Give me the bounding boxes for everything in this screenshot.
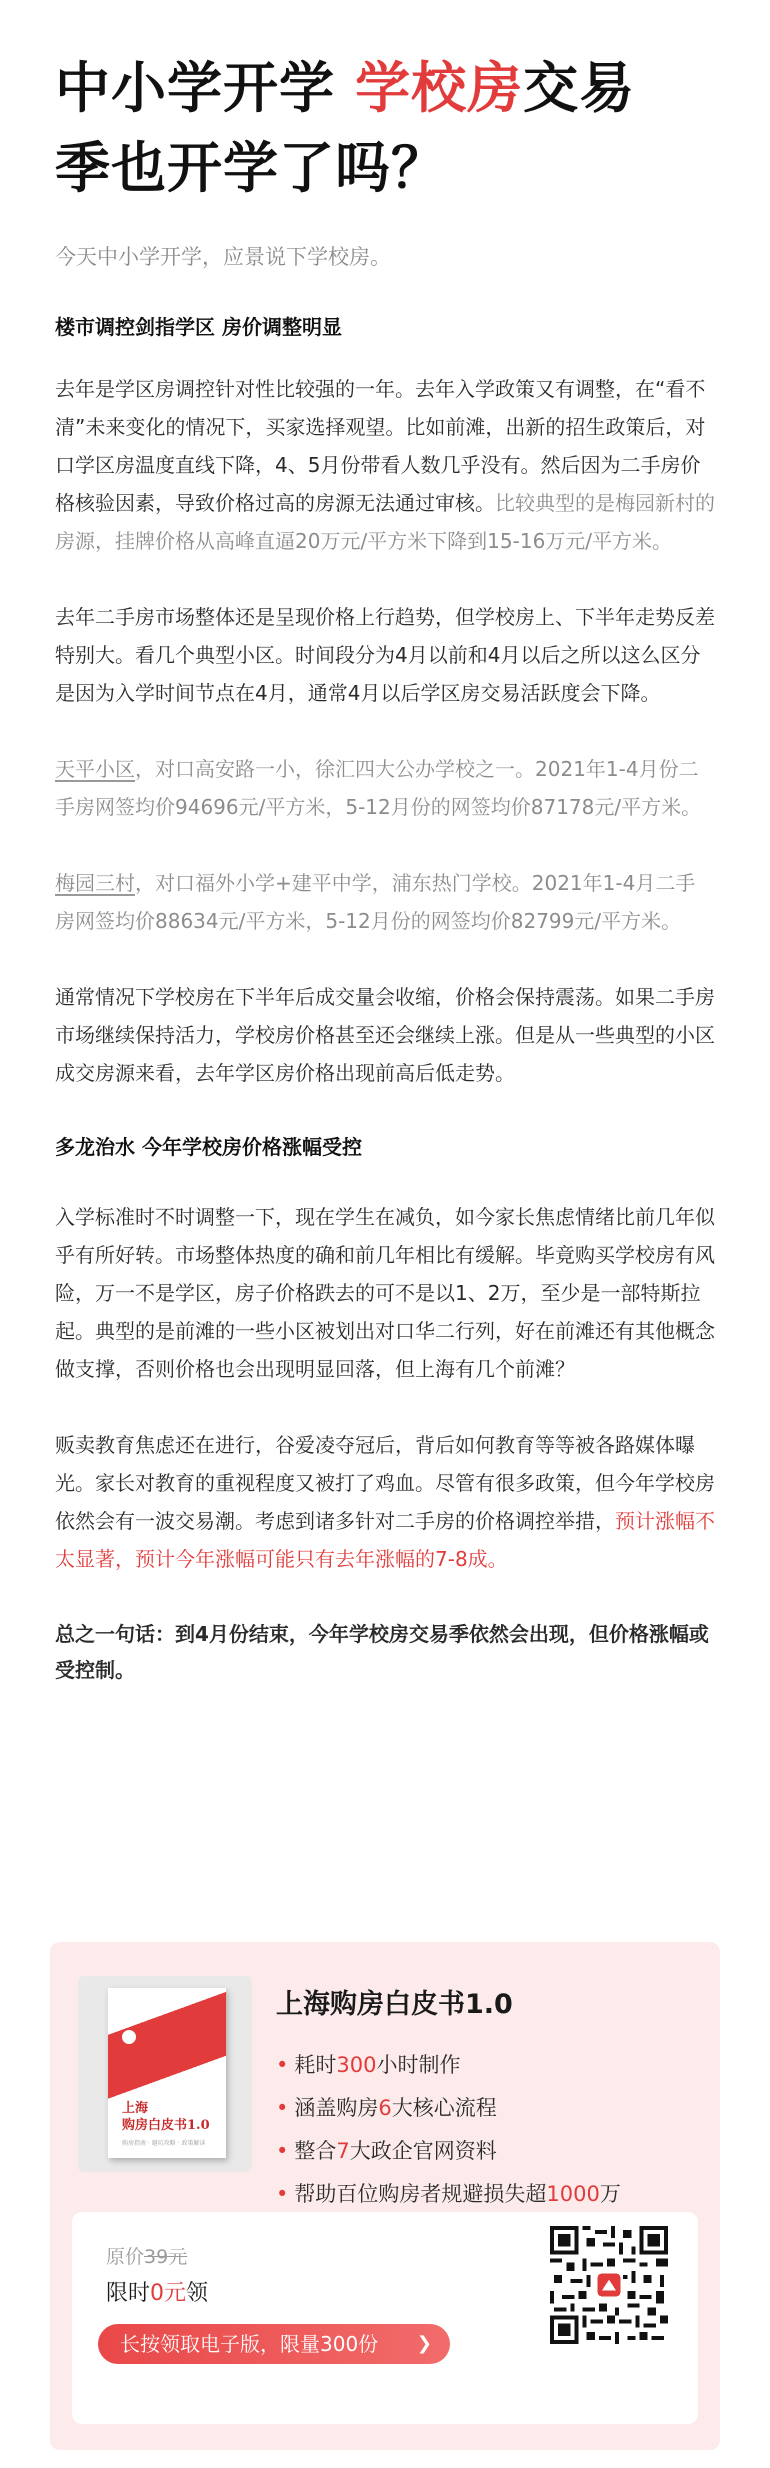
bullet-icon: •	[276, 2139, 289, 2163]
section-heading-1: 楼市调控剑指学区 房价调整明显	[55, 315, 342, 339]
paragraph-4	[55, 864, 715, 940]
original-price-label: 原价	[106, 2246, 145, 2268]
paragraph-text: ，对口高安路一小，徐汇四大公办学校之一。2021年1-4月份二手房网签均价94696元/平方米，5-12月份的网签均价87178元/平方米。	[55, 757, 702, 819]
limited-price	[106, 2276, 208, 2307]
paragraph-3	[55, 750, 715, 826]
bullet-icon: •	[276, 2053, 289, 2077]
book-logo-icon	[120, 2028, 138, 2046]
promo-feature: • 涵盖购房6大核心流程	[276, 2096, 497, 2120]
promo-feature: • 耗时300小时制作	[276, 2053, 461, 2077]
original-price-value: 39元	[144, 2246, 188, 2268]
book-cover-title	[122, 2100, 222, 2134]
book-cover-title-line: 购房白皮书1.0	[122, 2118, 210, 2133]
section-heading-2: 多龙治水 今年学校房价格涨幅受控	[55, 1135, 362, 1159]
limited-price-label: 限时	[106, 2281, 151, 2306]
promo-feature: • 整合7大政企官网资料	[276, 2139, 497, 2163]
summary-paragraph: 总之一句话：到4月份结束，今年学校房交易季依然会出现，但价格涨幅或受控制。	[55, 1622, 709, 1682]
headline-highlight: 学校房	[355, 56, 524, 120]
bullet-icon: •	[276, 2096, 289, 2120]
claim-ebook-label: 长按领取电子版，限量300份	[120, 2332, 379, 2356]
paragraph-red-text: 预计涨幅不太显著，预计今年涨幅可能只有去年涨幅的7-8成。	[55, 1509, 715, 1571]
community-link-tianping[interactable]: 天平小区	[55, 757, 135, 781]
promo-feature-list	[276, 2044, 621, 2216]
paragraph-2: 去年二手房市场整体还是呈现价格上行趋势，但学校房上、下半年走势反差特别大。看几个典型小区。时间段分为4月以前和4月以后之所以这么区分是因为入学时间节点在4月，通常4月以后学区房交易活跃度会下降。	[55, 605, 715, 705]
coupon-panel	[72, 2212, 698, 2424]
limited-price-value: 0元	[150, 2281, 187, 2306]
paragraph-text: 去年是学区房调控针对性比较强的一年。去年入学政策又有调整，在“看不清”未来变化的情况下，买家选择观望。比如前滩，出新的招生政策后，对口学区房温度直线下降，4、5月份带看人数几乎没有。然后因为二手房价格核验因素，导致价格过高的房源无法通过审核。	[55, 377, 706, 515]
book-cover-title-line: 上海	[122, 2101, 149, 2116]
book-cover-subtitle: 购房指南 · 避坑攻略 · 政策解读	[122, 2140, 206, 2147]
book-cover	[108, 1988, 226, 2158]
limited-price-suffix: 领	[186, 2281, 209, 2306]
claim-ebook-button[interactable]	[98, 2324, 450, 2364]
paragraph-7	[55, 1426, 715, 1578]
paragraph-5: 通常情况下学校房在下半年后成交量会收缩，价格会保持震荡。如果二手房市场继续保持活力，学校房价格甚至还会继续上涨。但是从一些典型的小区成交房源来看，去年学区房价格出现前高后低走势。	[55, 985, 715, 1085]
whitepaper-promo-card[interactable]	[50, 1942, 720, 2450]
community-link-meiyuan[interactable]: 梅园三村	[55, 871, 135, 895]
promo-title: 上海购房白皮书1.0	[276, 1989, 513, 2020]
qr-code-icon[interactable]	[550, 2226, 668, 2344]
paragraph-6: 入学标准时不时调整一下，现在学生在减负，如今家长焦虑情绪比前几年似乎有所好转。市场整体热度的确和前几年相比有缓解。毕竟购买学校房有风险，万一不是学区，房子价格跌去的可不是以1、2万，至少是一部特斯拉起。典型的是前滩的一些小区被划出对口华二行列，好在前滩还有其他概念做支撑，否则价格也会出现明显回落，但上海有几个前滩？	[55, 1205, 715, 1381]
promo-feature: • 帮助百位购房者规避损失超1000万	[276, 2182, 621, 2206]
bullet-icon: •	[276, 2182, 289, 2206]
article-headline	[55, 0, 715, 208]
book-cover-image	[78, 1976, 252, 2172]
paragraph-1	[55, 370, 715, 560]
headline-line2: 季也开学了吗？	[55, 136, 448, 200]
headline-part: 中小学开学	[55, 56, 356, 120]
headline-part: 交易	[523, 56, 636, 120]
arrow-right-icon: ❯	[416, 2333, 432, 2354]
paragraph-text: 贩卖教育焦虑还在进行，谷爱凌夺冠后，背后如何教育等等被各路媒体曝光。家长对教育的重视程度又被打了鸡血。尽管有很多政策，但今年学校房依然会有一波交易潮。考虑到诸多针对二手房的价格调控举措，	[55, 1433, 715, 1533]
paragraph-text: ，对口福外小学+建平中学，浦东热门学校。2021年1-4月二手房网签均价88634元/平方米，5-12月份的网签均价82799元/平方米。	[55, 871, 696, 933]
paragraph-gray-text: 比较典型的是梅园新村的房源，挂牌价格从高峰直逼20万元/平方米下降到15-16万元/平方米。	[55, 491, 715, 553]
article-subtitle: 今天中小学开学，应景说下学校房。	[55, 245, 391, 269]
original-price	[106, 2242, 187, 2269]
